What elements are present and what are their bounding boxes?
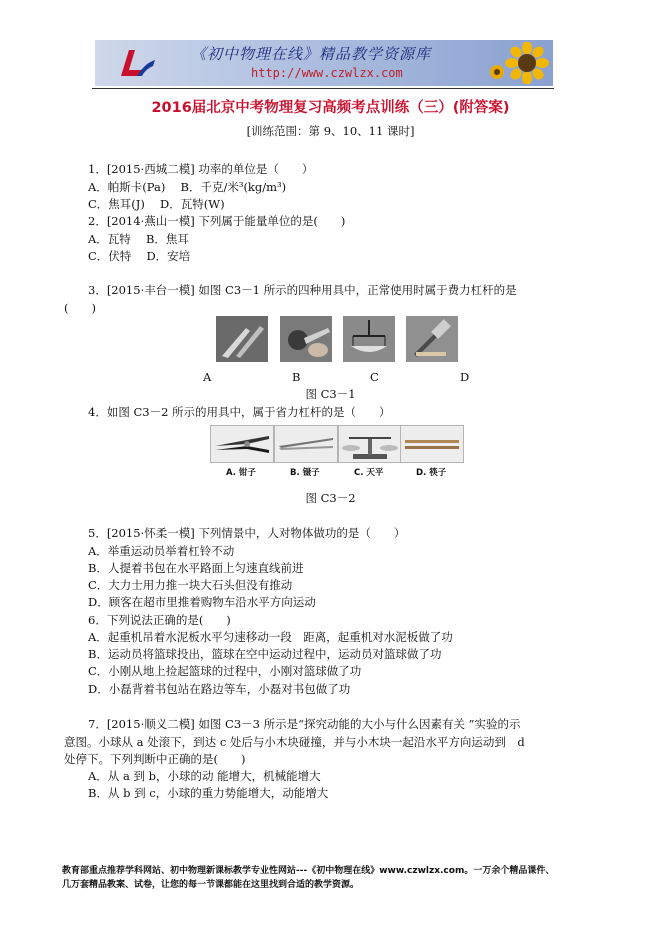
banner-url[interactable]: http://www.czwlzx.com xyxy=(251,66,403,80)
fig1-label-c: C xyxy=(370,370,379,384)
chopsticks-icon xyxy=(400,425,464,463)
q1-options-cd: C．焦耳(J) D．瓦特(W) xyxy=(88,197,225,211)
header-banner xyxy=(95,40,553,86)
q2-options-cd: C．伏特 D．安培 xyxy=(88,249,191,263)
q7-stem-line1: 7．[2015·顺义二模] 如图 C3－3 所示是“探究动能的大小与什么因素有关 ”实验的示 xyxy=(88,717,521,731)
q5-option-a: A．举重运动员举着杠铃不动 xyxy=(88,544,235,558)
page-footer xyxy=(62,864,554,892)
fig1-label-d: D xyxy=(460,370,470,384)
q7-option-a: A．从 a 到 b，小球的动 能增大，机械能增大 xyxy=(88,769,321,783)
tweezers-icon xyxy=(274,425,338,463)
photo-d-icon xyxy=(406,316,458,362)
fig1-label-b: B xyxy=(292,370,301,384)
q2-stem: 2．[2014·燕山一模] 下列属于能量单位的是( ) xyxy=(88,214,346,228)
sunflower-icon xyxy=(487,42,549,84)
q2-options-ab: A．瓦特 B．焦耳 xyxy=(88,232,189,246)
figure-c3-2-caption: 图 C3－2 xyxy=(305,491,356,505)
q6-option-b: B．运动员将篮球投出，篮球在空中运动过程中，运动员对篮球做了功 xyxy=(88,647,442,661)
tool-caption-a: A. 钳子 xyxy=(226,468,256,478)
pliers-icon xyxy=(210,425,274,463)
photo-b-icon xyxy=(280,316,332,362)
q4-stem: 4．如图 C3－2 所示的用具中，属于省力杠杆的是（ ） xyxy=(88,405,391,419)
header-divider xyxy=(92,88,554,89)
tool-caption-b: B. 镊子 xyxy=(290,468,320,478)
fig1-label-a: A xyxy=(203,370,212,384)
q6-stem: 6．下列说法正确的是( ) xyxy=(88,613,231,627)
photo-c-icon xyxy=(343,316,395,362)
q7-option-b: B．从 b 到 c，小球的重力势能增大，动能增大 xyxy=(88,786,329,800)
footer-line-1: 教育部重点推荐学科网站、初中物理新课标教学专业性网站---《初中物理在线》www.czwlzx.com。一万余个精品课件、 xyxy=(62,866,555,876)
figure-c3-1-caption: 图 C3－1 xyxy=(305,387,356,401)
q5-option-b: B．人提着书包在水平路面上匀速直线前进 xyxy=(88,561,304,575)
document-title: 2016届北京中考物理复习高频考点训练（三）(附答案) xyxy=(151,100,510,116)
site-logo-icon xyxy=(117,46,157,82)
balance-scale-icon xyxy=(338,425,402,463)
q3-stem-continued: ( ) xyxy=(64,301,96,315)
q6-option-c: C．小刚从地上捡起篮球的过程中，小刚对篮球做了功 xyxy=(88,664,362,678)
q1-stem: 1．[2015·西城二模] 功率的单位是（ ） xyxy=(88,162,314,176)
tool-caption-c: C. 天平 xyxy=(354,468,384,478)
q7-stem-line2: 意图。小球从 a 处滚下，到达 c 处后与小木块碰撞，并与小木块一起沿水平方向运动到 d xyxy=(64,735,525,749)
q5-option-d: D．顾客在超市里推着购物车沿水平方向运动 xyxy=(88,595,316,609)
q7-stem-line3: 处停下。下列判断中正确的是( ) xyxy=(64,752,246,766)
q5-stem: 5．[2015·怀柔一模] 下列情景中，人对物体做功的是（ ） xyxy=(88,526,406,540)
q6-option-a: A．起重机吊着水泥板水平匀速移动一段 距离，起重机对水泥板做了功 xyxy=(88,630,453,644)
banner-title: 《初中物理在线》精品教学资源库 xyxy=(191,45,432,63)
photo-a-icon xyxy=(216,316,268,362)
q6-option-d: D．小磊背着书包站在路边等车，小磊对书包做了功 xyxy=(88,682,351,696)
q5-option-c: C．大力士用力推一块大石头但没有推动 xyxy=(88,578,293,592)
q1-options-ab: A．帕斯卡(Pa) B．千克/米³(kg/m³) xyxy=(88,180,287,194)
q3-stem: 3．[2015·丰台一模] 如图 C3－1 所示的四种用具中，正常使用时属于费力杠杆的是 xyxy=(88,283,517,297)
tool-caption-d: D. 筷子 xyxy=(416,468,447,478)
footer-line-2: 几万套精品教案、试卷，让您的每一节课都能在这里找到合适的教学资源。 xyxy=(62,880,360,890)
training-scope: [训练范围：第 9、10、11 课时] xyxy=(246,124,415,138)
